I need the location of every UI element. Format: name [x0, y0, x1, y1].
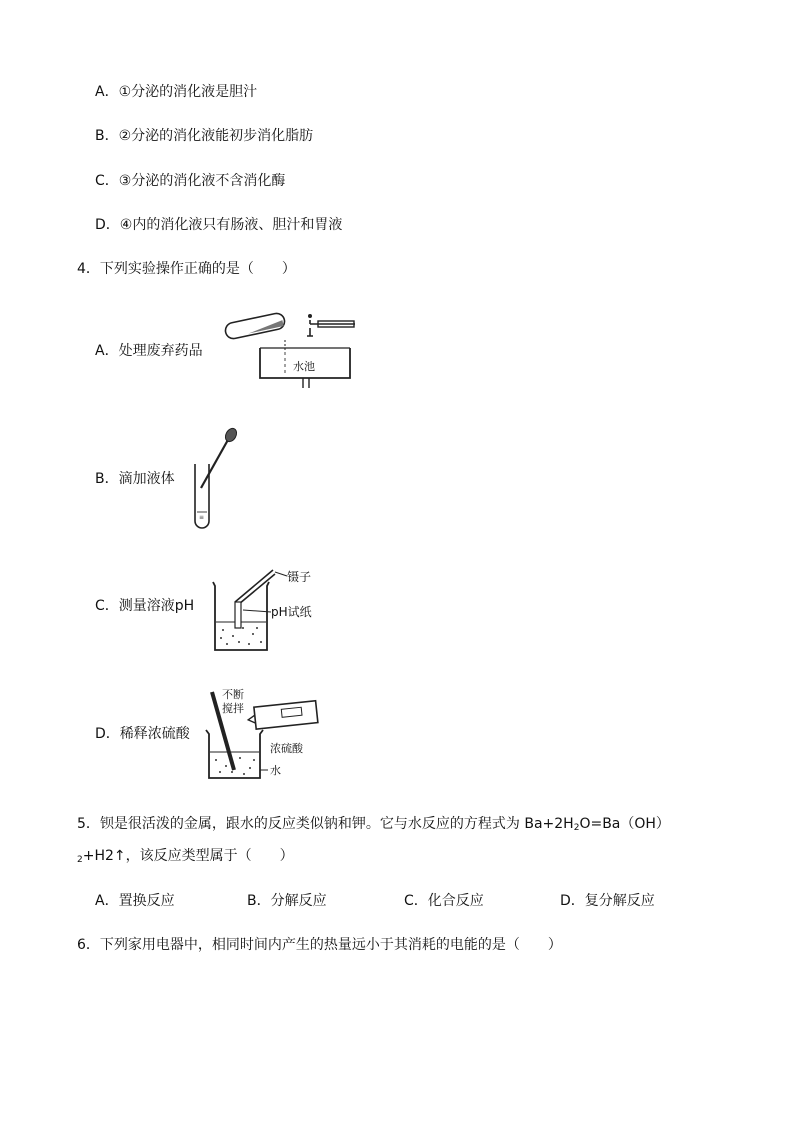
- sink-label: 水池: [293, 360, 315, 373]
- q5-stem: 5．钡是很活泼的金属，跟水的反应类似钠和钾。它与水反应的方程式为 $Ba+2H_2O=Ba(OH)$: [77, 816, 670, 833]
- ph-test-figure: [205, 566, 335, 656]
- q4-option-b: [95, 469, 175, 489]
- option-label: D．: [95, 217, 120, 233]
- q4-stem: 4．下列实验操作正确的是（ ）: [77, 261, 296, 277]
- q6-stem: 6．下列家用电器中，相同时间内产生的热量远小于其消耗的电能的是（ ）: [77, 937, 562, 953]
- q4-option-d: [95, 724, 190, 744]
- q5-option-b: B．分解反应: [247, 893, 327, 909]
- option-text: 稀释浓硫酸: [119, 726, 190, 742]
- water-label: 水: [270, 764, 281, 777]
- q3-option-c: [95, 171, 285, 191]
- option-label: D．: [95, 726, 120, 742]
- q5-stem-line2: $_2$+H2↑，该反应类型属于（ ）: [77, 848, 294, 865]
- option-text: 测量溶液pH: [118, 598, 195, 614]
- option-text: ②分泌的消化液能初步消化脂肪: [118, 128, 314, 144]
- q4-option-a: [95, 341, 203, 361]
- q5-option-d: D．复分解反应: [560, 893, 655, 909]
- q3-option-a: [95, 82, 257, 102]
- option-label: B．: [95, 471, 119, 487]
- acid-label: 浓硫酸: [270, 742, 303, 755]
- waste-disposal-figure: [215, 306, 365, 396]
- stir-label-2: 搅拌: [222, 702, 244, 715]
- option-text: 处理废弃药品: [118, 343, 203, 359]
- q5-option-c: C．化合反应: [404, 893, 484, 909]
- option-text: 滴加液体: [118, 471, 175, 487]
- ph-paper-label: pH试纸: [271, 605, 312, 619]
- option-text: ①分泌的消化液是胆汁: [118, 84, 258, 100]
- option-label: C．: [95, 598, 119, 614]
- q5-option-a: A．置换反应: [95, 893, 175, 909]
- q3-option-b: [95, 126, 313, 146]
- option-label: A．: [95, 84, 119, 100]
- option-label: C．: [95, 173, 119, 189]
- q3-option-d: [95, 215, 342, 235]
- q4-option-c: [95, 596, 194, 616]
- dropper-figure: [185, 426, 245, 531]
- tweezers-label: 镊子: [287, 570, 312, 584]
- option-text: ③分泌的消化液不含消化酶: [118, 173, 286, 189]
- option-text: ④内的消化液只有肠液、胆汁和胃液: [119, 217, 343, 233]
- option-label: A．: [95, 343, 119, 359]
- dilute-acid-figure: [200, 686, 330, 786]
- option-label: B．: [95, 128, 119, 144]
- svg-text:≡: ≡: [199, 514, 205, 521]
- stir-label-1: 不断: [222, 688, 244, 701]
